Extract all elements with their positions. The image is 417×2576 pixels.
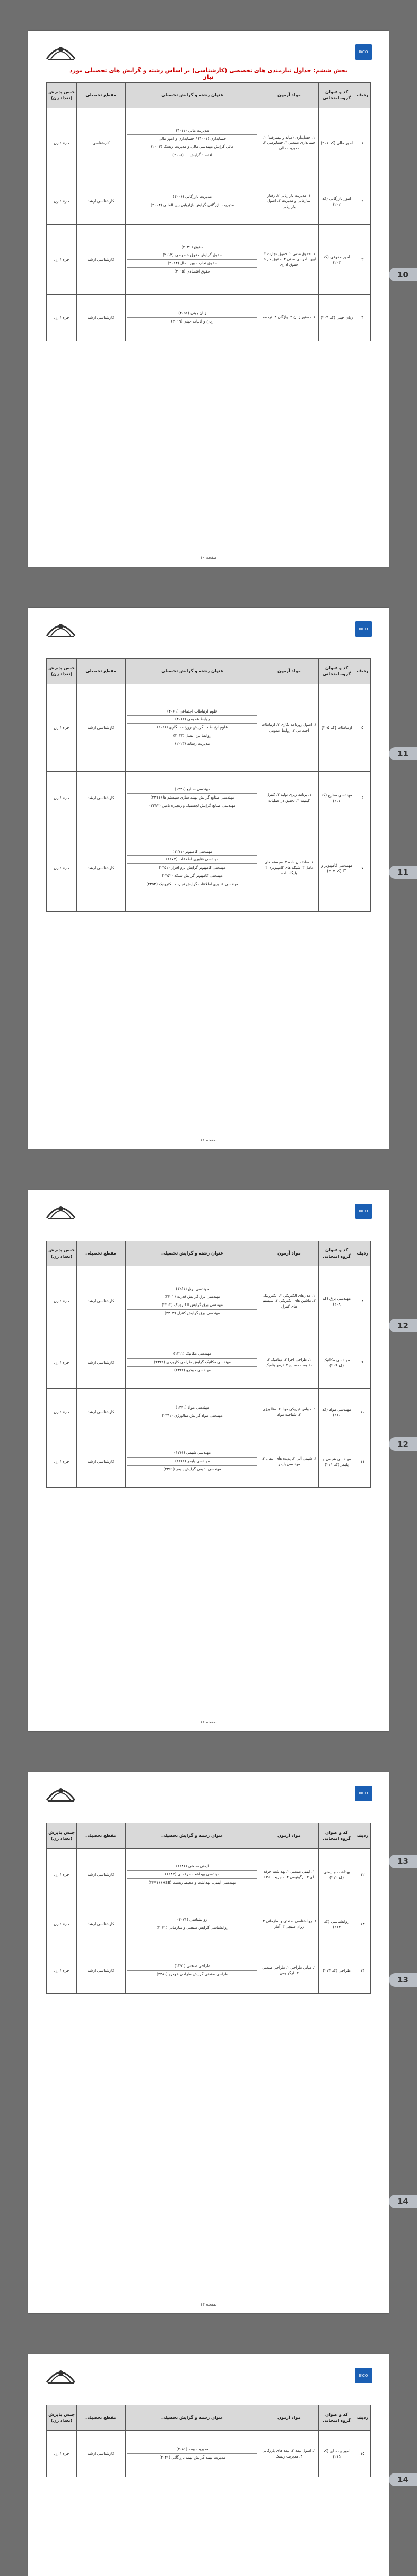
field-item: حقوق (۴۰۳۱) — [127, 244, 258, 252]
field-item: مدیریت بیمه (۴۰۸۱) — [127, 2446, 258, 2454]
exam-subjects: ۱. مبانی طراحی ۲. طراحی صنعتی ۳. ارگونومی — [259, 1947, 319, 1994]
exam-group-code: طراحی (کد ۲۱۴) — [319, 1947, 355, 1994]
field-item: مهندسی صنایع گرایش لجستیک و زنجیره تامین (۲۳۱۲) — [149, 803, 235, 808]
column-header: مقطع تحصیلی — [77, 83, 126, 108]
exam-subjects: ۱. خواص فیزیکی مواد ۲. متالورژی ۳. شناخت مواد — [259, 1389, 319, 1435]
exam-group-code: مهندسی کامپیوتر و IT (کد ۲۰۷) — [319, 824, 355, 912]
row-number: ۱۴ — [355, 1947, 370, 1994]
exam-subjects: ۱. حقوق مدنی ۲. حقوق تجارت ۳. آیین دادرسی مدنی ۴. حقوق کار ۵. حقوق اداری — [259, 225, 319, 295]
field-list — [125, 772, 259, 824]
table-header-row — [47, 2405, 371, 2431]
exam-group-code: امور بیمه ای (کد ۲۱۵) — [319, 2431, 355, 2477]
side-page-tab: 12 — [389, 1319, 417, 1332]
column-header: مقطع تحصیلی — [77, 2405, 126, 2431]
column-header: مواد آزمون — [259, 1241, 319, 1266]
exam-group-code: مهندسی برق (کد ۲۰۸) — [319, 1266, 355, 1336]
field-item: زبان چینی (۴۰۵۱) — [127, 310, 258, 318]
row-number: ۱۱ — [355, 1435, 370, 1488]
field-item: مهندسی کامپیوتر گرایش شبکه (۲۳۵۲) — [127, 872, 258, 880]
gender-quota: جزء ۱ زن — [47, 178, 77, 225]
field-list — [125, 1435, 259, 1488]
exam-group-code: بهداشت و ایمنی (کد ۲۱۲) — [319, 1849, 355, 1901]
exam-subjects: ۱. اصول بیمه ۲. بیمه های بازرگانی ۳. مدیریت ریسک — [259, 2431, 319, 2477]
emblem-logo — [44, 38, 78, 63]
row-number: ۱۳ — [355, 1901, 370, 1947]
emblem-logo — [44, 1780, 78, 1804]
column-header: ردیف — [355, 1241, 370, 1266]
field-item: علوم ارتباطات اجتماعی (۴۰۶۱) — [127, 708, 258, 716]
exam-group-code: زبان چینی (کد ۲۰۴) — [319, 295, 355, 341]
field-item: مهندسی برق (۱۲۵۱) — [127, 1285, 258, 1294]
column-header: عنوان رشته و گرایش تحصیلی — [125, 83, 259, 108]
column-header: کد و عنوان گروه امتحانی — [319, 659, 355, 684]
exam-group-code: مهندسی مواد (کد ۲۱۰) — [319, 1389, 355, 1435]
field-item: اقتصاد گرایش ... (۲۰۰۸) — [172, 152, 212, 157]
row-number: ۸ — [355, 1266, 370, 1336]
company-logo: IKCO — [355, 1786, 372, 1801]
degree-level: کارشناسی ارشد — [77, 824, 126, 912]
field-item: مهندسی بهداشت حرفه ای (۱۲۸۲) — [127, 1871, 258, 1879]
field-item: روابط بین الملل (۲۰۲۲) — [127, 732, 258, 740]
field-item: مدیریت بازرگانی (۴۰۰۶) — [127, 193, 258, 201]
company-logo: IKCO — [355, 44, 372, 60]
field-item: مهندسی کامپیوتر گرایش نرم افزار (۲۳۵۱) — [127, 864, 258, 872]
field-item: زبان و ادبیات چینی (۲۰۱۹) — [171, 319, 214, 324]
company-logo: IKCO — [355, 621, 372, 637]
exam-subjects: ۱. مدارهای الکتریکی ۲. الکترونیک ۳. ماشین های الکتریکی ۴. سیستم های کنترل — [259, 1266, 319, 1336]
exam-group-code: مهندسی مکانیک (کد ۲۰۹) — [319, 1336, 355, 1389]
row-number: ۲ — [355, 178, 370, 225]
field-item: ایمنی صنعتی (۱۲۸۱) — [127, 1862, 258, 1871]
column-header: جنس پذیرش (تعداد زن) — [47, 83, 77, 108]
table-row — [47, 1849, 371, 1901]
field-item: مهندسی مواد (۱۲۴۱) — [127, 1404, 258, 1412]
exam-subjects: ۱. ایمنی صنعتی ۲. بهداشت حرفه ای ۳. ارگونومی ۴. مدیریت HSE — [259, 1849, 319, 1901]
exam-subjects: ۱. برنامه ریزی تولید ۲. کنترل کیفیت ۳. تحقیق در عملیات — [259, 772, 319, 824]
emblem-logo — [44, 1197, 78, 1222]
document-title: بخش ششم: جداول نیازمندی های تخصصی (کارشناسی) بر اساس رشته و گرایش های تحصیلی مورد نیاز — [70, 67, 348, 80]
field-item: مهندسی فناوری اطلاعات گرایش تجارت الکترونیک (۲۳۵۳) — [146, 881, 238, 886]
row-number: ۴ — [355, 295, 370, 341]
exam-group-code: ارتباطات (کد ۲۰۵) — [319, 684, 355, 772]
exam-subjects: ۱. حسابداری (میانه و پیشرفته) ۲. حسابداری صنعتی ۳. حسابرسی ۴. مدیریت مالی — [259, 108, 319, 178]
field-item: مهندسی مواد گرایش متالورژی (۲۳۴۱) — [162, 1413, 223, 1418]
exam-group-code: مهندسی صنایع (کد ۲۰۶) — [319, 772, 355, 824]
exam-subjects: ۱. روانشناسی صنعتی و سازمانی ۲. روان سنجی ۳. آمار — [259, 1901, 319, 1947]
document-page — [28, 2354, 389, 2576]
document-page — [28, 608, 389, 1149]
field-item: مهندسی مکانیک گرایش طراحی کاربردی (۲۳۲۱) — [127, 1359, 258, 1367]
degree-level: کارشناسی ارشد — [77, 1389, 126, 1435]
table-row — [47, 2431, 371, 2477]
field-item: مهندسی شیمی گرایش پلیمر (۲۳۶۱) — [163, 1466, 221, 1471]
table-row — [47, 1266, 371, 1336]
table-row — [47, 1901, 371, 1947]
degree-level: کارشناسی ارشد — [77, 2431, 126, 2477]
table-row — [47, 684, 371, 772]
emblem-logo — [44, 615, 78, 640]
field-item: روانشناسی (۴۰۷۱) — [127, 1916, 258, 1924]
field-item: علوم ارتباطات گرایش روزنامه نگاری (۲۰۲۱) — [127, 724, 258, 732]
page-number: صفحه ۱۱ — [200, 1138, 217, 1142]
table-row — [47, 1947, 371, 1994]
table-row — [47, 772, 371, 824]
requirements-table — [46, 658, 371, 912]
field-item: روانشناسی گرایش صنعتی و سازمانی (۲۰۳۱) — [156, 1925, 229, 1930]
degree-level: کارشناسی ارشد — [77, 1947, 126, 1994]
table-header-row — [47, 1823, 371, 1849]
gender-quota: جزء ۱ زن — [47, 1389, 77, 1435]
side-page-tab: 10 — [389, 268, 417, 281]
column-header: کد و عنوان گروه امتحانی — [319, 83, 355, 108]
field-list — [125, 108, 259, 178]
requirements-table — [46, 1241, 371, 1488]
field-list — [125, 684, 259, 772]
column-header: جنس پذیرش (تعداد زن) — [47, 1241, 77, 1266]
column-header: جنس پذیرش (تعداد زن) — [47, 2405, 77, 2431]
field-list — [125, 1389, 259, 1435]
page-number: صفحه ۱۰ — [200, 555, 217, 560]
field-list — [125, 178, 259, 225]
exam-subjects: ۱. دستور زبان ۲. واژگان ۳. ترجمه — [259, 295, 319, 341]
gender-quota: جزء ۱ زن — [47, 108, 77, 178]
row-number: ۷ — [355, 824, 370, 912]
table-row — [47, 295, 371, 341]
table-header-row — [47, 1241, 371, 1266]
page-number: صفحه ۱۲ — [200, 1720, 217, 1724]
table-header-row — [47, 83, 371, 108]
degree-level: کارشناسی ارشد — [77, 1849, 126, 1901]
row-number: ۱۵ — [355, 2431, 370, 2477]
exam-subjects: ۱. ساختمان داده ۲. سیستم های عامل ۳. شبکه های کامپیوتری ۴. پایگاه داده — [259, 824, 319, 912]
column-header: کد و عنوان گروه امتحانی — [319, 1823, 355, 1849]
row-number: ۱۰ — [355, 1389, 370, 1435]
requirements-table — [46, 2405, 371, 2477]
side-page-tab: 11 — [389, 866, 417, 879]
side-page-tab: 11 — [389, 747, 417, 760]
field-item: مهندسی برق گرایش قدرت (۲۳۰۱) — [127, 1293, 258, 1301]
column-header: عنوان رشته و گرایش تحصیلی — [125, 2405, 259, 2431]
table-row — [47, 108, 371, 178]
exam-subjects: ۱. شیمی آلی ۲. پدیده های انتقال ۳. مهندسی پلیمر — [259, 1435, 319, 1488]
side-page-tab: 13 — [389, 1973, 417, 1987]
side-page-tab: 14 — [389, 2195, 417, 2208]
exam-group-code: امور بازرگانی (کد ۲۰۲) — [319, 178, 355, 225]
gender-quota: جزء ۱ زن — [47, 772, 77, 824]
side-page-tab: 12 — [389, 1437, 417, 1451]
row-number: ۹ — [355, 1336, 370, 1389]
field-item: مهندسی صنایع (۱۲۳۱) — [127, 786, 258, 794]
gender-quota: جزء ۱ زن — [47, 684, 77, 772]
column-header: جنس پذیرش (تعداد زن) — [47, 1823, 77, 1849]
gender-quota: جزء ۱ زن — [47, 1947, 77, 1994]
gender-quota: جزء ۱ زن — [47, 824, 77, 912]
side-page-tab: 13 — [389, 1855, 417, 1868]
field-item: مهندسی خودرو (۲۳۲۲) — [174, 1367, 211, 1372]
degree-level: کارشناسی ارشد — [77, 1266, 126, 1336]
field-item: مدیریت بیمه گرایش بیمه بازرگانی (۲۰۴۱) — [159, 2455, 225, 2460]
field-item: مهندسی ایمنی، بهداشت و محیط زیست (HSE) (۲۳۷۱) — [148, 1879, 236, 1885]
field-item: طراحی صنعتی گرایش طراحی خودرو (۲۳۸۱) — [156, 1972, 229, 1976]
column-header: مقطع تحصیلی — [77, 1241, 126, 1266]
field-item: مهندسی فناوری اطلاعات (۱۲۷۲) — [127, 856, 258, 864]
field-item: حقوق اقتصادی (۲۰۱۵) — [174, 268, 211, 274]
column-header: مقطع تحصیلی — [77, 1823, 126, 1849]
row-number: ۶ — [355, 772, 370, 824]
exam-group-code: روانشناسی (کد ۲۱۳) — [319, 1901, 355, 1947]
field-item: مهندسی برق گرایش کنترل (۲۳۰۳) — [164, 1310, 220, 1315]
column-header: کد و عنوان گروه امتحانی — [319, 1241, 355, 1266]
field-item: مدیریت رسانه (۲۰۲۳) — [175, 741, 210, 746]
column-header: عنوان رشته و گرایش تحصیلی — [125, 1823, 259, 1849]
exam-group-code: امور مالی (کد ۲۰۱) — [319, 108, 355, 178]
field-item: مهندسی مکانیک (۱۲۱۱) — [127, 1350, 258, 1359]
row-number: ۱ — [355, 108, 370, 178]
field-list — [125, 1947, 259, 1994]
requirements-table — [46, 1823, 371, 1994]
document-page — [28, 1772, 389, 2313]
table-row — [47, 1435, 371, 1488]
gender-quota: جزء ۱ زن — [47, 225, 77, 295]
column-header: مقطع تحصیلی — [77, 659, 126, 684]
field-list — [125, 1849, 259, 1901]
degree-level: کارشناسی ارشد — [77, 684, 126, 772]
column-header: مواد آزمون — [259, 1823, 319, 1849]
gender-quota: جزء ۱ زن — [47, 295, 77, 341]
field-list — [125, 1266, 259, 1336]
table-row — [47, 178, 371, 225]
document-page — [28, 1190, 389, 1731]
row-number: ۱۲ — [355, 1849, 370, 1901]
gender-quota: جزء ۱ زن — [47, 2431, 77, 2477]
field-list — [125, 824, 259, 912]
page-number: صفحه ۱۳ — [200, 2302, 217, 2307]
field-item: مهندسی برق گرایش الکترونیک (۲۳۰۲) — [127, 1301, 258, 1310]
column-header: ردیف — [355, 83, 370, 108]
gender-quota: جزء ۱ زن — [47, 1901, 77, 1947]
column-header: عنوان رشته و گرایش تحصیلی — [125, 659, 259, 684]
field-list — [125, 295, 259, 341]
column-header: جنس پذیرش (تعداد زن) — [47, 659, 77, 684]
field-item: مهندسی کامپیوتر (۱۲۷۱) — [127, 848, 258, 856]
field-item: مهندسی شیمی (۱۲۶۱) — [127, 1449, 258, 1458]
emblem-logo — [44, 2362, 78, 2386]
gender-quota: جزء ۱ زن — [47, 1266, 77, 1336]
column-header: مواد آزمون — [259, 83, 319, 108]
company-logo: IKCO — [355, 2368, 372, 2383]
field-list — [125, 225, 259, 295]
gender-quota: جزء ۱ زن — [47, 1849, 77, 1901]
field-list — [125, 1336, 259, 1389]
field-item: طراحی صنعتی (۱۲۹۱) — [127, 1962, 258, 1971]
degree-level: کارشناسی — [77, 108, 126, 178]
exam-group-code: مهندسی شیمی و پلیمر (کد ۲۱۱) — [319, 1435, 355, 1488]
table-row — [47, 824, 371, 912]
field-item: مالی گرایش مهندسی مالی و مدیریت ریسک (۲۰۰۳) — [127, 143, 258, 151]
field-item: مدیریت مالی (۴۰۱۱) — [127, 127, 258, 135]
degree-level: کارشناسی ارشد — [77, 178, 126, 225]
column-header: ردیف — [355, 659, 370, 684]
field-item: مهندسی پلیمر (۱۲۶۲) — [127, 1458, 258, 1466]
field-item: حقوق گرایش حقوق خصوصی (۲۰۱۳) — [127, 251, 258, 260]
degree-level: کارشناسی ارشد — [77, 772, 126, 824]
degree-level: کارشناسی ارشد — [77, 1435, 126, 1488]
column-header: مواد آزمون — [259, 659, 319, 684]
requirements-table — [46, 82, 371, 341]
degree-level: کارشناسی ارشد — [77, 225, 126, 295]
field-item: مدیریت بازرگانی گرایش بازاریابی بین المللی (۲۰۰۴) — [150, 202, 234, 207]
field-item: مهندسی صنایع گرایش بهینه سازی سیستم ها (۲۳۱۱) — [127, 794, 258, 802]
field-item: حقوق تجارت بین الملل (۲۰۱۴) — [127, 260, 258, 268]
table-row — [47, 1336, 371, 1389]
gender-quota: جزء ۱ زن — [47, 1435, 77, 1488]
column-header: عنوان رشته و گرایش تحصیلی — [125, 1241, 259, 1266]
field-item: حسابداری (۴۰۰۱) / حسابداری و امور مالی — [127, 135, 258, 143]
field-list — [125, 2431, 259, 2477]
document-page — [28, 31, 389, 567]
gender-quota: جزء ۱ زن — [47, 1336, 77, 1389]
field-list — [125, 1901, 259, 1947]
degree-level: کارشناسی ارشد — [77, 1901, 126, 1947]
table-row — [47, 225, 371, 295]
column-header: کد و عنوان گروه امتحانی — [319, 2405, 355, 2431]
exam-subjects: ۱. طراحی اجزا ۲. دینامیک ۳. مقاومت مصالح ۴. ترمودینامیک — [259, 1336, 319, 1389]
exam-group-code: امور حقوقی (کد ۲۰۳) — [319, 225, 355, 295]
table-header-row — [47, 659, 371, 684]
exam-subjects: ۱. مدیریت بازاریابی ۲. رفتار سازمانی و مدیریت ۳. اصول بازاریابی — [259, 178, 319, 225]
degree-level: کارشناسی ارشد — [77, 1336, 126, 1389]
column-header: ردیف — [355, 1823, 370, 1849]
table-row — [47, 1389, 371, 1435]
column-header: ردیف — [355, 2405, 370, 2431]
row-number: ۵ — [355, 684, 370, 772]
field-item: روابط عمومی (۴۰۶۲) — [127, 716, 258, 724]
side-page-tab: 14 — [389, 2473, 417, 2486]
company-logo: IKCO — [355, 1204, 372, 1219]
row-number: ۳ — [355, 225, 370, 295]
column-header: مواد آزمون — [259, 2405, 319, 2431]
degree-level: کارشناسی ارشد — [77, 295, 126, 341]
exam-subjects: ۱. اصول روزنامه نگاری ۲. ارتباطات اجتماعی ۳. روابط عمومی — [259, 684, 319, 772]
